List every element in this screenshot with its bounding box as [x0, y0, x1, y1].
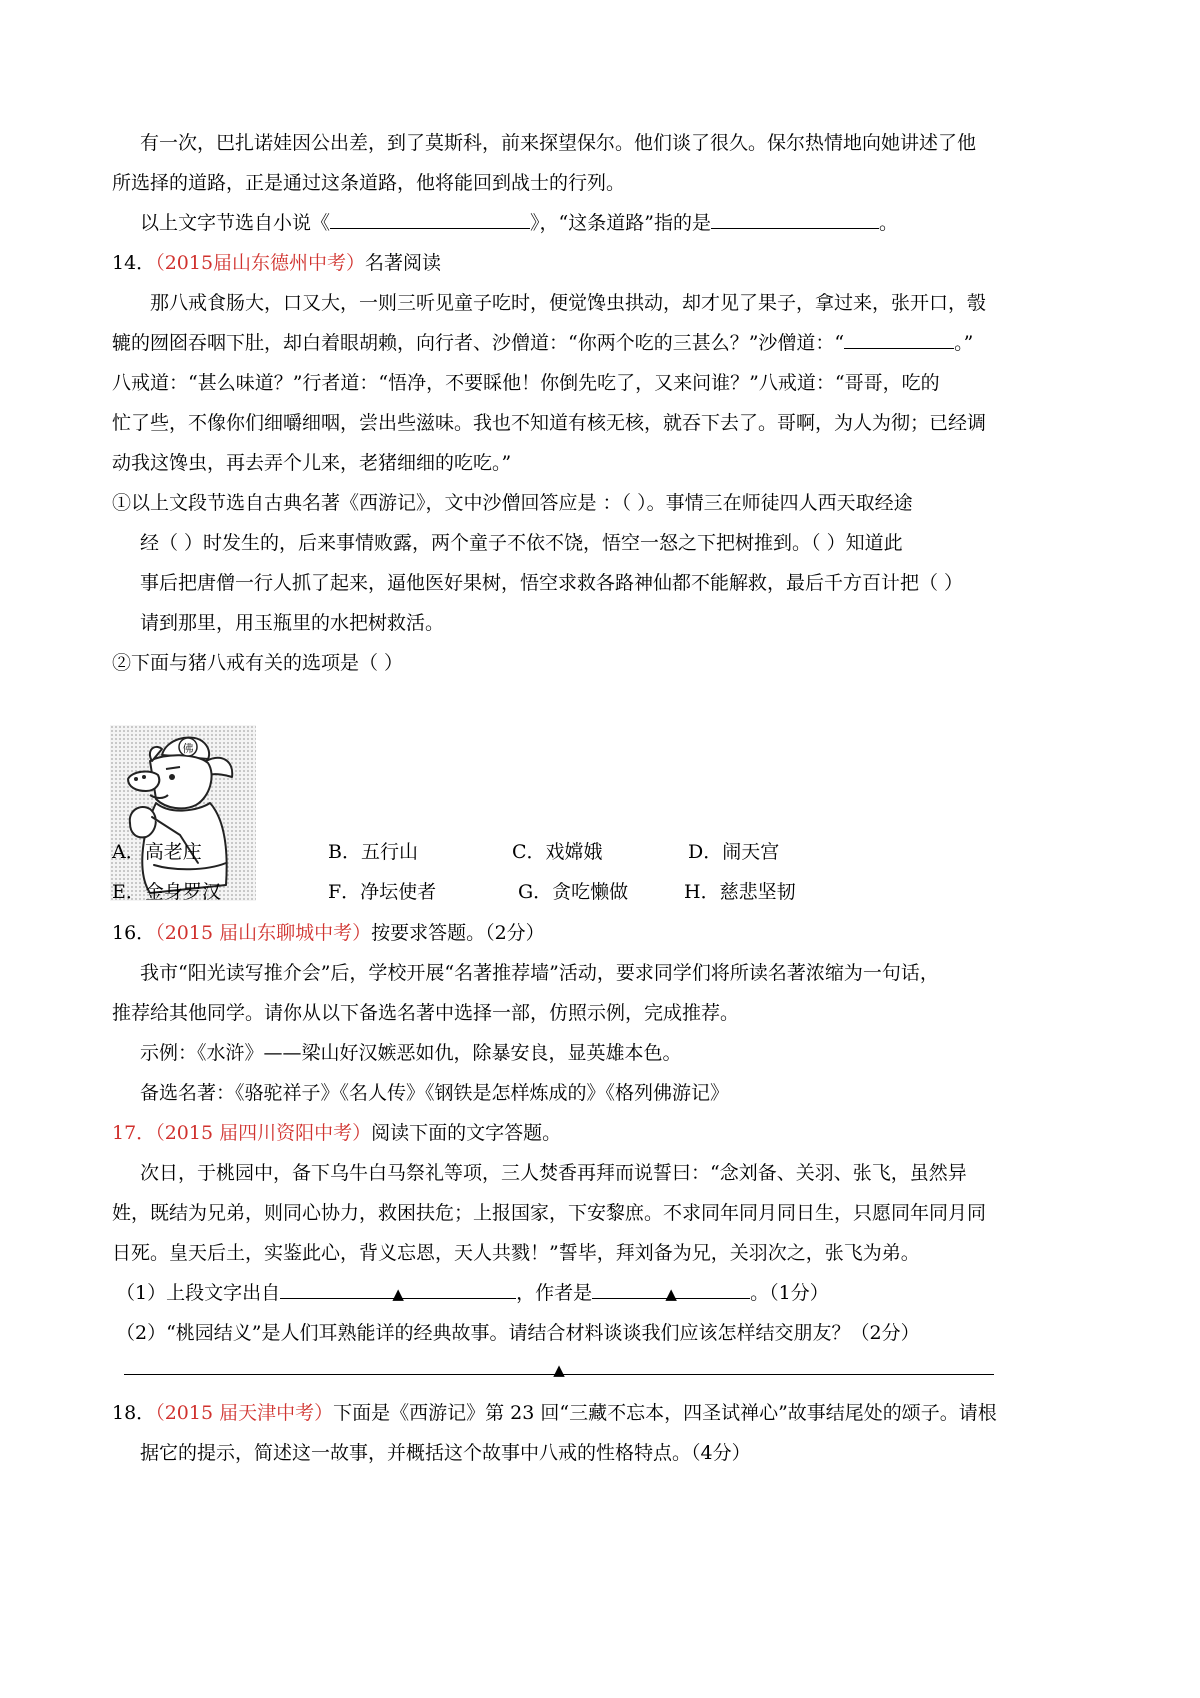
prompt-text: ，作者是	[516, 1282, 593, 1304]
triangle-marker: ▲	[553, 1361, 565, 1379]
answer-blank[interactable]	[330, 210, 530, 229]
answer-blank[interactable]	[844, 330, 954, 349]
answer-blank[interactable]	[592, 1280, 750, 1303]
sub-question-1-cont: 请到那里，用玉瓶里的水把树救活。	[140, 612, 445, 634]
paragraph-line: 八戒道：“甚么味道？”行者道：“悟净，不要睬他！你倒先吃了，又来问谁？”八戒道：“哥哥，吃的	[112, 372, 940, 394]
paragraph-line: 动我这馋虫，再去弄个儿来，老猪细细的吃吃。”	[112, 452, 512, 474]
sub-question-2: ②下面与猪八戒有关的选项是（ ）	[112, 652, 404, 674]
sub-question-2: （2）“桃园结义”是人们耳熟能详的经典故事。请结合材料谈谈我们应该怎样结交朋友？（2分）	[116, 1322, 920, 1344]
paragraph-line: 次日，于桃园中，备下乌牛白马祭礼等项，三人焚香再拜而说誓曰：“念刘备、关羽、张飞，虽然异	[140, 1162, 967, 1184]
question-number: 18．	[112, 1402, 156, 1424]
pig-drawing-icon	[110, 725, 256, 901]
question-source: （2015届山东德州中考）	[155, 252, 366, 274]
triangle-marker: ▲	[665, 1285, 677, 1303]
paragraph-line: 那八戒食肠大，口又大，一则三听见童子吃时，便觉馋虫拱动，却才见了果子，拿过来，张开口，彀	[150, 292, 987, 314]
paragraph-line: 我市“阳光读写推介会”后，学校开展“名著推荐墙”活动，要求同学们将所读名著浓缩为一句话，	[140, 962, 939, 984]
answer-blank[interactable]	[280, 1280, 516, 1303]
zhu-bajie-illustration	[110, 725, 256, 901]
question-16-heading	[112, 920, 545, 946]
option-f: F．净坛使者	[328, 881, 437, 903]
paragraph-line: 据它的提示，简述这一故事，并概括这个故事中八戒的性格特点。（4分）	[140, 1442, 751, 1464]
option-e: E．金身罗汉	[112, 881, 221, 903]
prompt-text: 。	[878, 212, 898, 234]
paragraph-line: 日死。皇天后土，实鉴此心，背义忘恩，天人共戮！”誓毕，拜刘备为兄，关羽次之，张飞为弟。	[112, 1242, 920, 1264]
question-14-heading	[112, 250, 441, 276]
option-g: G．贪吃懒做	[518, 881, 629, 903]
question-number: 14．	[112, 252, 156, 274]
prompt-text: 。”	[954, 332, 974, 354]
question-source: （2015 届四川资阳中考）	[155, 1122, 372, 1144]
question-number: 16．	[112, 922, 156, 944]
question-number: 17．	[112, 1122, 156, 1144]
question-text: 下面是《西游记》第 23 回“三藏不忘本，四圣试禅心”故事结尾处的颂子。请根	[333, 1402, 997, 1424]
triangle-marker: ▲	[392, 1285, 404, 1303]
prompt-text: 》，“这条道路”指的是	[530, 212, 711, 234]
example-line: 示例：《水浒》——梁山好汉嫉恶如仇，除暴安良，显英雄本色。	[140, 1042, 682, 1064]
sub-question-1: ①以上文段节选自古典名著《西游记》，文中沙僧回答应是 ：（ ）。事情三在师徒四人西天取经途	[112, 492, 913, 514]
paragraph-line: 推荐给其他同学。请你从以下备选名著中选择一部，仿照示例，完成推荐。	[112, 1002, 740, 1024]
question-title: 名著阅读	[365, 252, 442, 274]
option-a: A．高老庄	[112, 841, 202, 863]
option-c: C．戏嫦娥	[512, 841, 603, 863]
sub-question-1	[116, 1280, 829, 1306]
book-choices: 备选名著：《骆驼祥子》《名人传》《钢铁是怎样炼成的》《格列佛游记》	[140, 1082, 730, 1104]
paragraph-line: 所选择的道路，正是通过这条道路，他将能回到战士的行列。	[112, 172, 626, 194]
option-h: H．慈悲坚韧	[684, 881, 796, 903]
question-18-heading	[112, 1400, 997, 1426]
paragraph-line: 忙了些，不像你们细嚼细咽，尝出些滋味。我也不知道有核无核，就吞下去了。哥啊，为人为彻；已经调	[112, 412, 987, 434]
question-13-prompt	[140, 210, 898, 236]
sub-question-1-cont: 事后把唐僧一行人抓了起来，逼他医好果树，悟空求救各路神仙都不能解救，最后千方百计把（ ）	[140, 572, 964, 594]
paragraph-line: 有一次，巴扎诺娃因公出差，到了莫斯科，前来探望保尔。他们谈了很久。保尔热情地向她讲述了他	[140, 132, 977, 154]
answer-blank[interactable]	[711, 210, 879, 229]
option-d: D．闹天宫	[688, 841, 780, 863]
answer-line[interactable]	[124, 1356, 994, 1382]
cap-emblem-text: 佛	[182, 742, 194, 755]
question-source: （2015 届天津中考）	[155, 1402, 334, 1424]
paragraph-line: 姓，既结为兄弟，则同心协力，救困扶危；上报国家，下安黎庶。不求同年同月同日生，只愿同年同月同	[112, 1202, 987, 1224]
question-title: 阅读下面的文字答题。	[371, 1122, 562, 1144]
question-source: （2015 届山东聊城中考）	[155, 922, 372, 944]
prompt-text: 辘的囫囵吞咽下肚，却白着眼胡赖，向行者、沙僧道：“你两个吃的三甚么？”沙僧道：“	[112, 332, 845, 354]
option-b: B．五行山	[328, 841, 418, 863]
question-title: 按要求答题。（2分）	[371, 922, 545, 944]
answer-blank[interactable]	[124, 1356, 994, 1379]
question-17-heading	[112, 1120, 561, 1146]
prompt-text: 。（1分）	[750, 1282, 829, 1304]
prompt-text: （1）上段文字出自	[116, 1282, 281, 1304]
prompt-text: 以上文字节选自小说《	[140, 212, 331, 234]
sub-question-1-cont: 经（ ）时发生的，后来事情败露，两个童子不依不饶，悟空一怒之下把树推到。（ ）知道此	[140, 532, 903, 554]
paragraph-line	[112, 330, 973, 356]
